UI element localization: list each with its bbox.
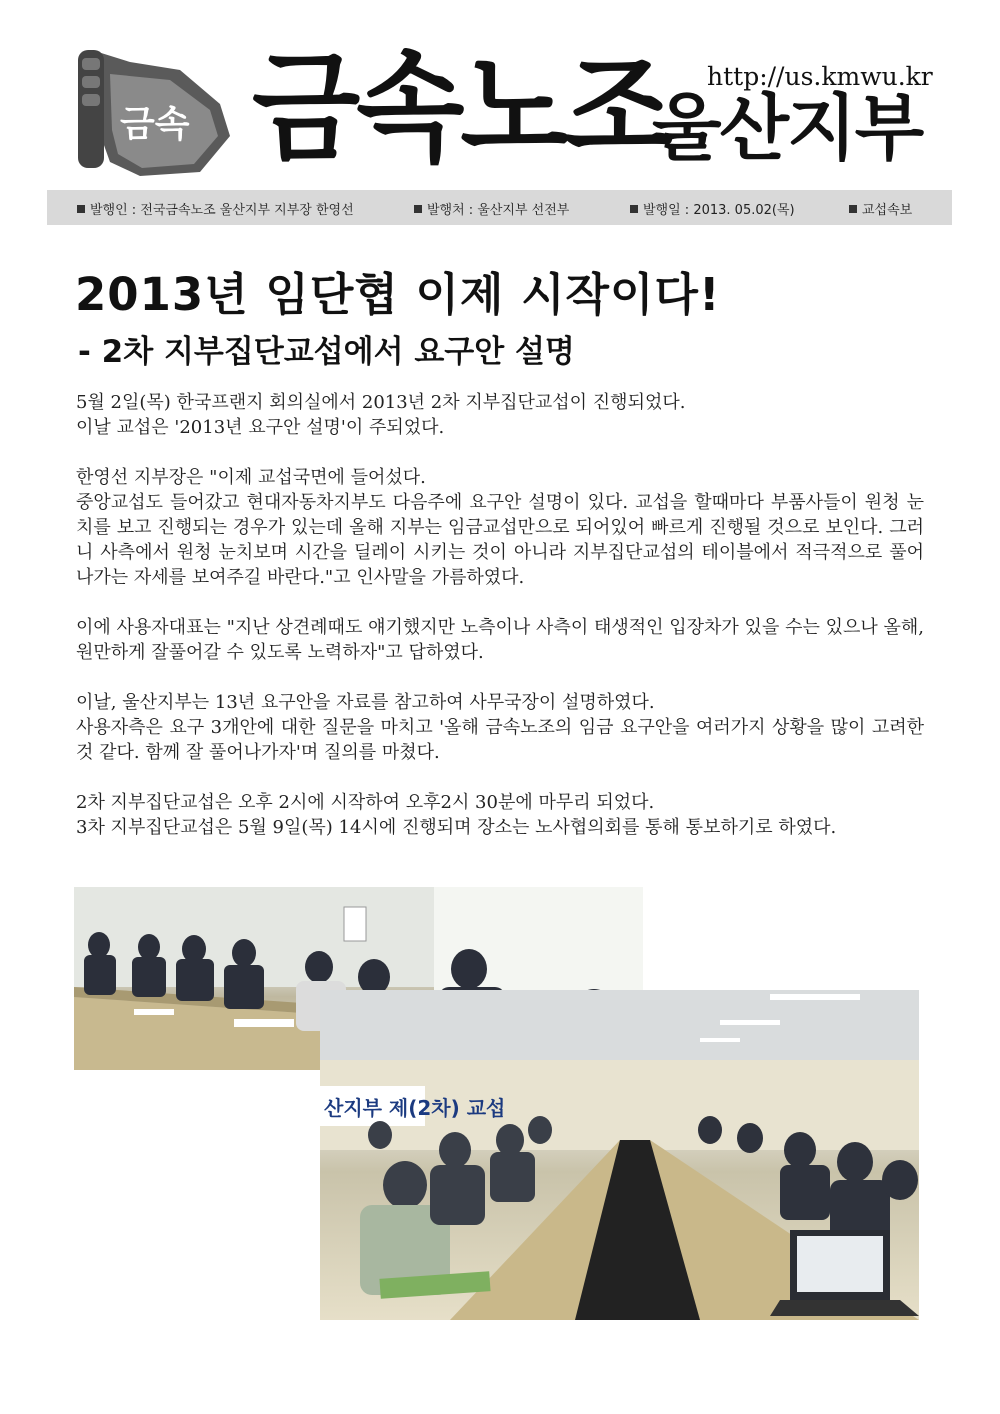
logo-text: 금속	[120, 104, 190, 145]
union-logo	[70, 44, 240, 184]
article-headline: 2013년 임단협 이제 시작이다!	[75, 268, 721, 321]
article-paragraph: 한영선 지부장은 "이제 교섭국면에 들어섰다. 중앙교섭도 들어갔고 현대자동차지부도 다음주에 요구안 설명이 있다. 교섭을 할때마다 부품사들이 원청 눈치를 보고 진행되는 경우가 있는데 올해 지부는 임금교섭만으로 되어있어 빠르게 진행될 것으로 보인다. 그러니 사측에서 원청 눈치보며 시간을 딜레이 시키는 것이 아니라 지부집단교섭의 테이블에서 적극적으로 풀어나가는 자세를 보여주길 바란다."고 인사말을 가름하였다.	[76, 467, 924, 588]
article-body	[76, 390, 924, 865]
bullet-square-icon	[630, 205, 638, 213]
bullet-square-icon	[849, 205, 857, 213]
issuer-info: 발행처 : 울산지부 선전부	[414, 199, 569, 218]
bullet-square-icon	[77, 205, 85, 213]
article-paragraph: 이날, 울산지부는 13년 요구안을 자료를 참고하여 사무국장이 설명하였다. 사용자측은 요구 3개안에 대한 질문을 마치고 '올해 금속노조의 임금 요구안을 여러가지 상황을 많이 고려한 것 같다. 함께 잘 풀어나가자'며 질의를 마쳤다.	[76, 692, 924, 763]
publisher-info: 발행인 : 전국금속노조 울산지부 지부장 한영선	[77, 199, 354, 218]
meeting-photo-2	[320, 990, 919, 1320]
article-paragraph: 5월 2일(목) 한국프랜지 회의실에서 2013년 2차 지부집단교섭이 진행되었다. 이날 교섭은 '2013년 요구안 설명'이 주되었다.	[76, 392, 686, 438]
masthead-title: 금속노조	[252, 40, 669, 179]
article-subheadline: - 2차 지부집단교섭에서 요구안 설명	[78, 334, 575, 370]
banner-text: 산지부 제(2차) 교섭	[324, 1096, 506, 1120]
website-url[interactable]: http://us.kmwu.kr	[707, 62, 933, 91]
bullet-square-icon	[414, 205, 422, 213]
article-paragraph: 2차 지부집단교섭은 오후 2시에 시작하여 오후2시 30분에 마무리 되었다. 3차 지부집단교섭은 5월 9일(목) 14시에 진행되며 장소는 노사협의회를 통해 통보하기로 하였다.	[76, 792, 837, 838]
category-info: 교섭속보	[849, 199, 912, 218]
article-paragraph: 이에 사용자대표는 "지난 상견례때도 얘기했지만 노측이나 사측이 태생적인 입장차가 있을 수는 있으나 올해, 원만하게 잘풀어갈 수 있도록 노력하자"고 답하였다.	[76, 617, 924, 663]
masthead-subtitle: 울산지부	[652, 86, 923, 170]
date-info: 발행일 : 2013. 05.02(목)	[630, 199, 795, 218]
publication-info-bar	[47, 190, 952, 225]
